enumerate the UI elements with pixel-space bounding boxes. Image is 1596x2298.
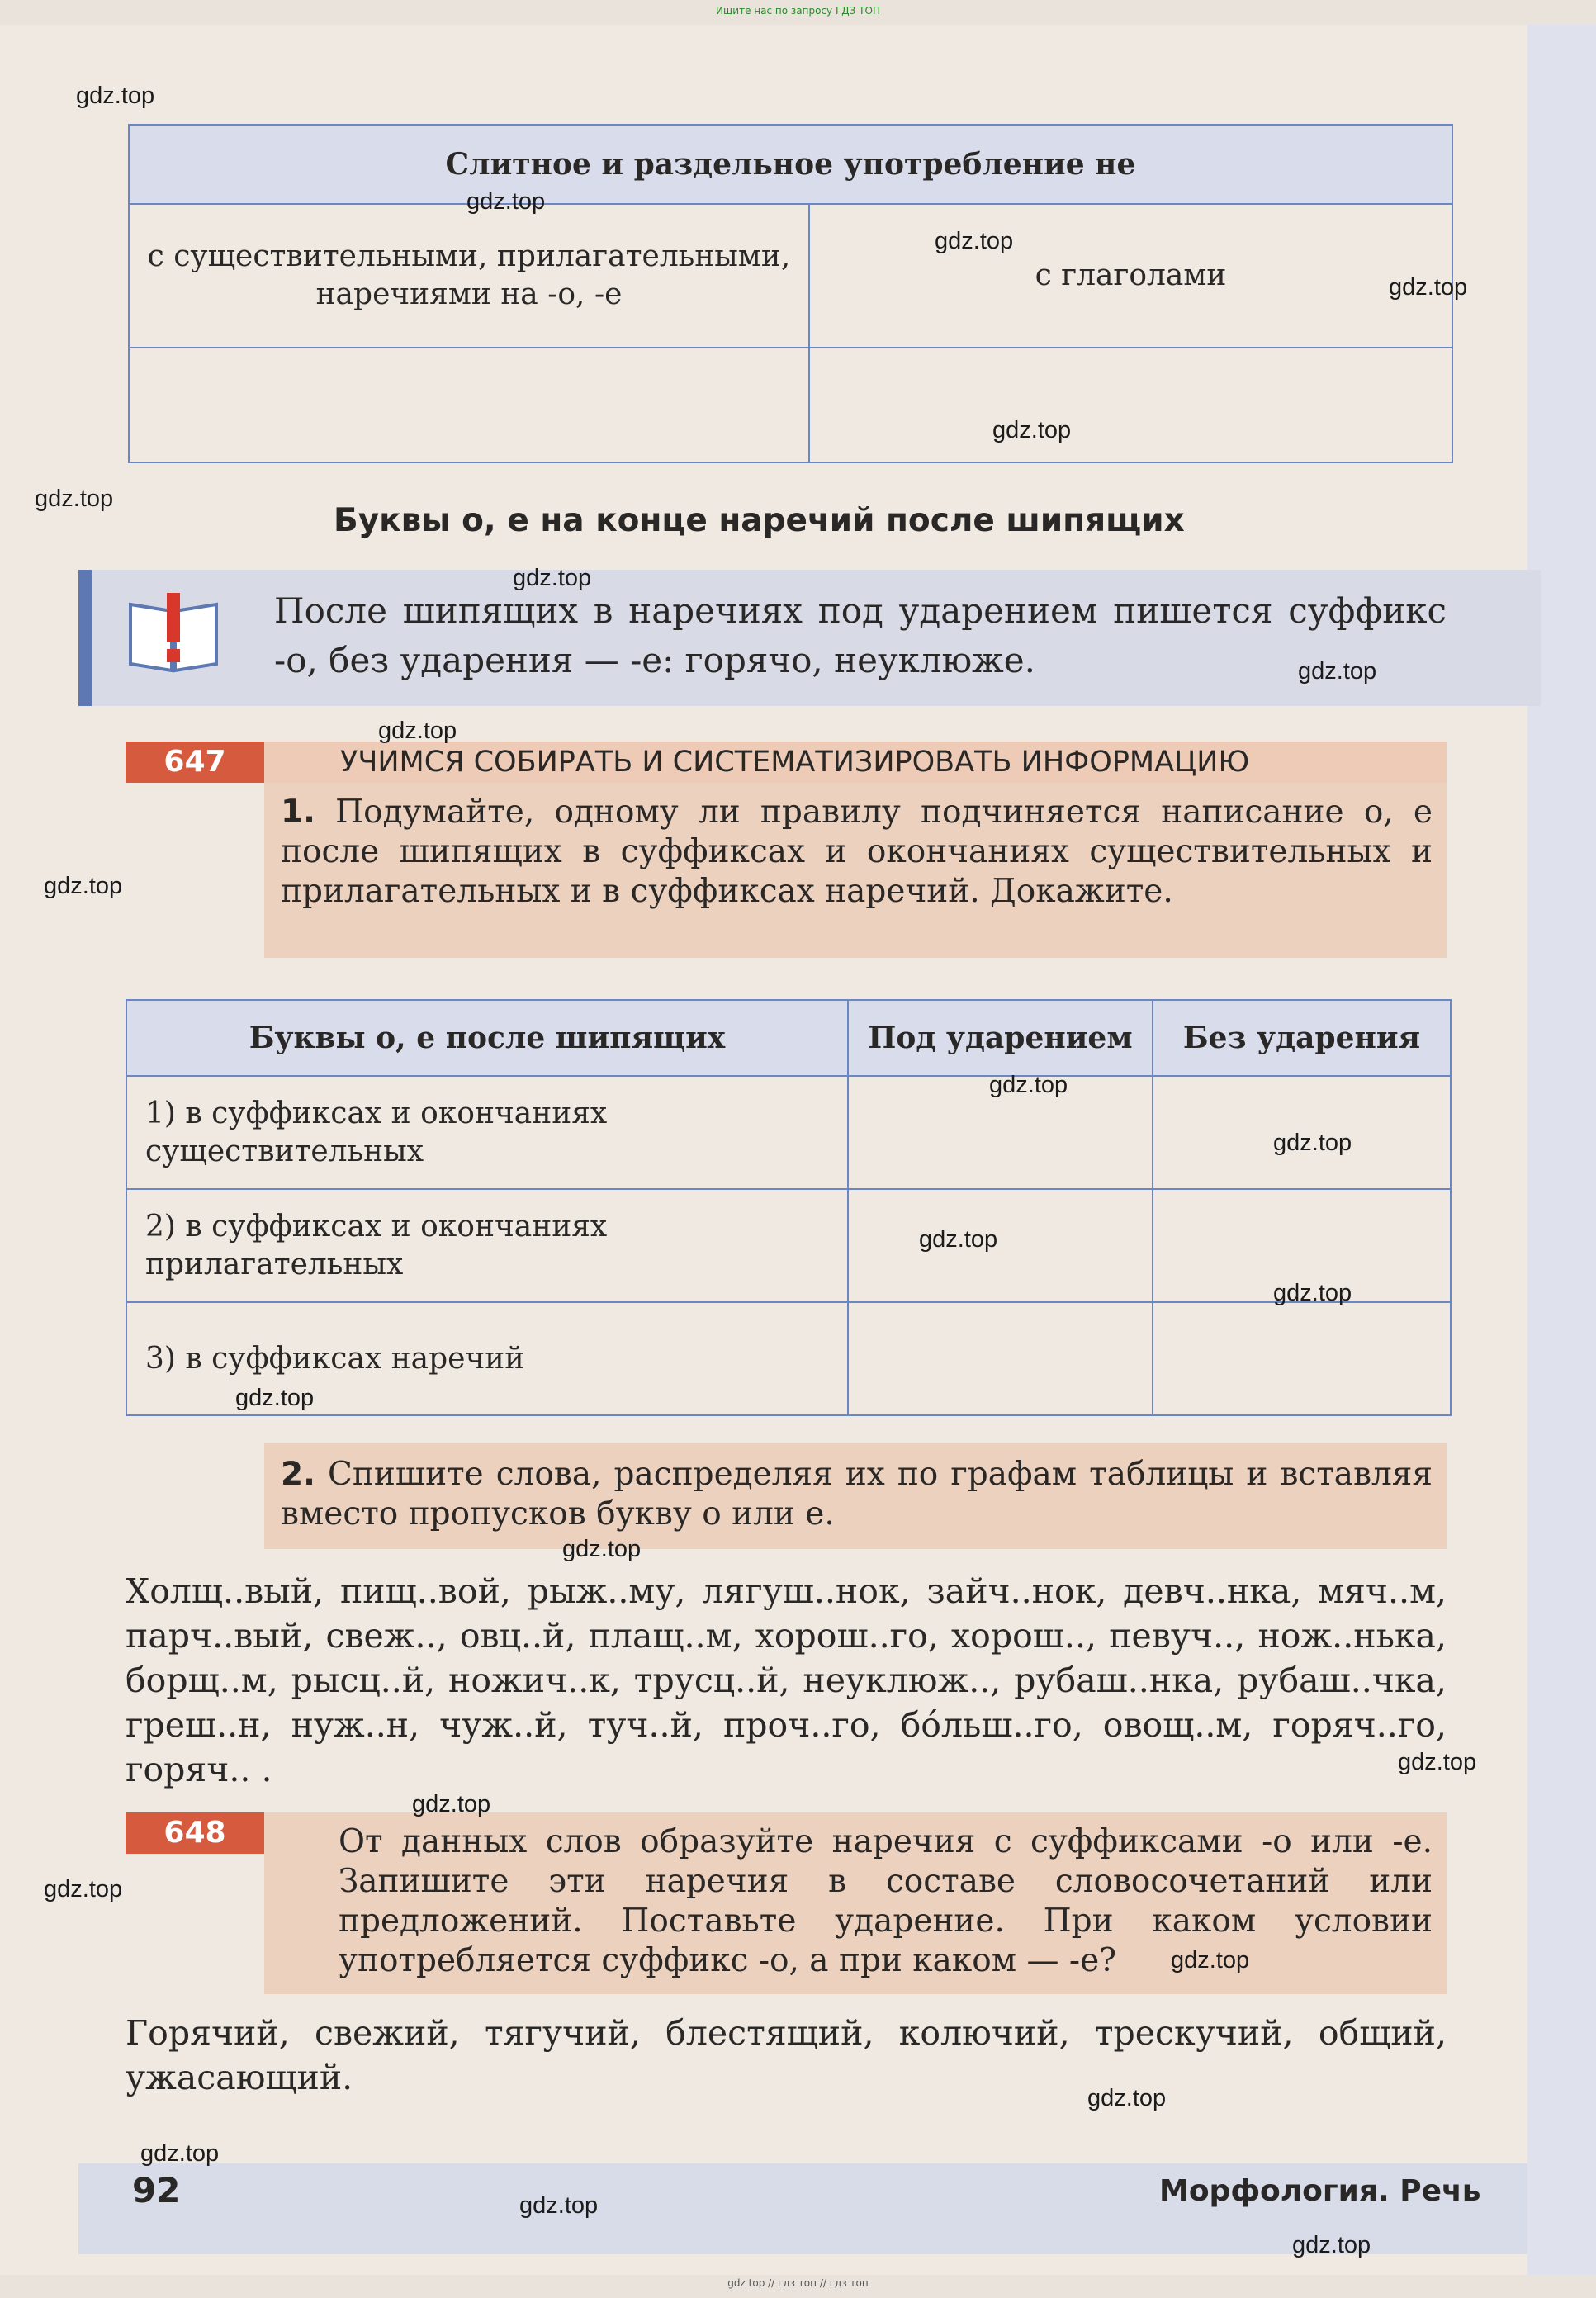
watermark: gdz.top [1273,1280,1352,1306]
task647-step1 [281,793,1433,912]
watermark: gdz.top [992,417,1072,443]
watermark: gdz.top [35,486,114,512]
watermark: gdz.top [989,1072,1068,1098]
table-ne-usage [128,124,1453,463]
watermark: gdz.top [562,1536,642,1562]
task-number-648: 648 [126,1812,264,1854]
watermark: gdz.top [1292,2232,1371,2258]
watermark: gdz.top [1389,274,1468,301]
page-title: Морфология. Речь [1159,2174,1481,2208]
watermark: gdz.top [44,873,123,899]
step1-text: Подумайте, одному ли правилу подчиняется написание о, е после шипящих в суффиксах и окончаниях существительных и прилагательных и в суффиксах наречий. Докажите. [281,794,1433,910]
rule-text: После шипящих в наречиях под ударением пишется суффикс -о, без ударения — -е: горячо, неуклюже. [274,590,1447,680]
step2-text: Спишите слова, распределяя их по графам таблицы и вставляя вместо пропусков букву о или е. [281,1456,1433,1533]
page-edge [1527,25,1596,2275]
task647-step2 [281,1455,1433,1534]
watermark: gdz.top [1171,1947,1250,1973]
table-o-e-after-sibilants [126,999,1452,1416]
table1-col1: с существительными, прилагательными, наречиями на -о, -е [129,204,809,348]
table2-header-3: Без ударения [1153,1000,1451,1076]
task-heading: УЧИМСЯ СОБИРАТЬ И СИСТЕМАТИЗИРОВАТЬ ИНФОРМАЦИЮ [264,742,1447,783]
top-caption: Ищите нас по запросу ГДЗ ТОП [716,5,880,17]
table1-empty-cell [809,348,1452,462]
watermark: gdz.top [1398,1749,1477,1775]
task648-text: От данных слов образуйте наречия с суффиксами -о или -е. Запишите эти наречия в составе словосочетаний или предложений. Поставьте ударение. При каком условии употребляется суффикс -о, а при каком — -е? [339,1823,1433,1979]
watermark: gdz.top [412,1791,491,1817]
step2-number: 2. [281,1456,315,1493]
task647-words: Холщ..вый, пищ..вой, рыж..му, лягуш..нок, зайч..нок, девч..нка, мяч..м, парч..вый, свеж.., овц..й, плащ..м, хорош..го, хорош.., певуч.., нож..нька, борщ..м, рысц..й, ножич..к, трусц..й, неуклюж.., рубаш..нка, рубаш..чка, греш..н, нуж..н, чуж..й, туч..й, проч..го, бóльш..го, овощ..м, горяч..го, горяч.. . [126,1571,1447,1789]
table1-header: Слитное и раздельное употребление не [129,125,1452,204]
watermark: gdz.top [235,1385,315,1411]
watermark: gdz.top [935,228,1014,254]
watermark: gdz.top [44,1876,123,1902]
table1-empty-cell [129,348,809,462]
bottom-caption: gdz top // гдз топ // гдз топ [727,2277,869,2289]
task648-words: Горячий, свежий, тягучий, блестящий, колючий, трескучий, общий, ужасающий. [126,2013,1447,2097]
watermark: gdz.top [1087,2085,1167,2111]
book-exclamation-icon [124,588,223,679]
table2-row-2: 2) в суффиксах и окончаниях прилагательных [126,1189,848,1302]
watermark: gdz.top [1273,1130,1352,1156]
table2-header-1: Буквы о, е после шипящих [126,1000,848,1076]
watermark: gdz.top [140,2140,220,2167]
table1-col2: с глаголами [809,204,1452,348]
watermark: gdz.top [1298,658,1377,685]
table2-header-2: Под ударением [848,1000,1153,1076]
watermark: gdz.top [76,83,155,109]
table2-row-3: 3) в суффиксах наречий [126,1302,848,1415]
task-number-647: 647 [126,742,264,783]
watermark: gdz.top [466,188,546,215]
section-title: Буквы о, е на конце наречий после шипящих [334,502,1185,539]
page-number: 92 [132,2170,181,2210]
table2-row-1: 1) в суффиксах и окончаниях существительных [126,1076,848,1189]
table2-empty-cell [848,1302,1153,1415]
watermark: gdz.top [919,1226,998,1253]
watermark: gdz.top [519,2192,599,2219]
step1-number: 1. [281,794,315,831]
watermark: gdz.top [378,718,457,744]
watermark: gdz.top [513,565,592,591]
table2-empty-cell [1153,1302,1451,1415]
table2-empty-cell [848,1189,1153,1302]
